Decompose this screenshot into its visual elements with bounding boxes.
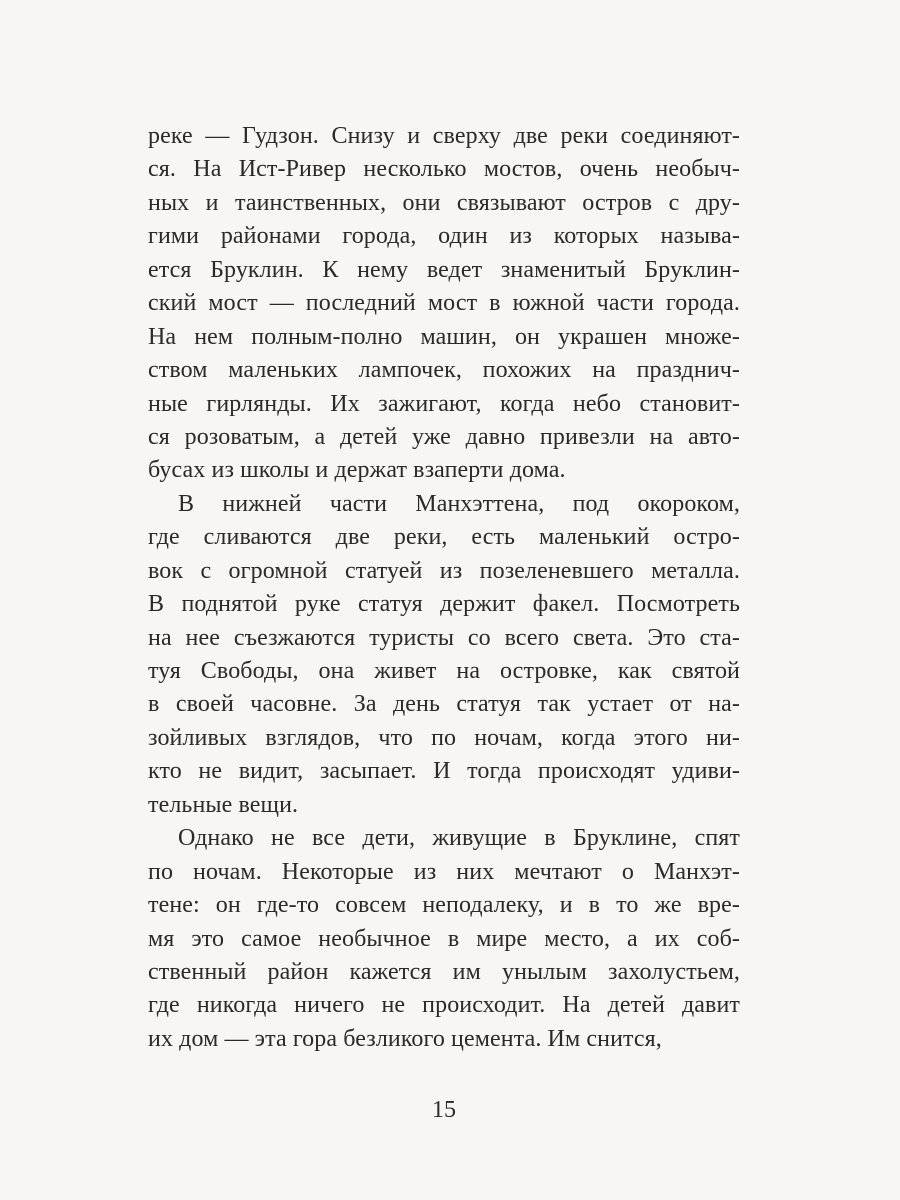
text-line: В нижней части Манхэттена, под окороком, — [178, 490, 740, 517]
paragraph-3 — [148, 822, 740, 1056]
text-line: ные гирлянды. Их зажигают, когда небо становит- — [148, 390, 740, 417]
text-line: по ночам. Некоторые из них мечтают о Манхэт- — [148, 858, 740, 885]
text-line: ных и таинственных, они связывают остров с дру- — [148, 189, 740, 216]
text-line: на нее съезжаются туристы со всего света. Это ста- — [148, 624, 740, 651]
text-line: их дом — эта гора безликого цемента. Им снится, — [148, 1025, 662, 1052]
paragraph-2 — [148, 488, 740, 822]
text-line: туя Свободы, она живет на островке, как святой — [148, 658, 740, 684]
text-line: кто не видит, засыпает. И тогда происходят удиви- — [148, 758, 740, 785]
text-line: реке — Гудзон. Снизу и сверху две реки соединяют- — [148, 123, 740, 149]
text-line: На нем полным-полно машин, он украшен множе- — [148, 323, 740, 350]
text-line: в своей часовне. За день статуя так устает от на- — [148, 691, 740, 718]
text-line: где сливаются две реки, есть маленький остро- — [148, 524, 740, 551]
text-line: ся розоватым, а детей уже давно привезли на авто- — [148, 423, 740, 450]
text-line: зойливых взглядов, что по ночам, когда этого ни- — [148, 724, 740, 751]
text-line: гими районами города, один из которых называ- — [148, 223, 740, 250]
text-line: ский мост — последний мост в южной части города. — [148, 290, 740, 317]
text-line: тельные вещи. — [148, 791, 299, 818]
text-line: где никогда ничего не происходит. На детей давит — [148, 992, 740, 1019]
text-line: Однако не все дети, живущие в Бруклине, спят — [178, 825, 740, 852]
text-line: В поднятой руке статуя держит факел. Посмотреть — [148, 591, 740, 618]
text-line: ственный район кажется им унылым захолустьем, — [148, 958, 740, 985]
text-line: бусах из школы и держат взаперти дома. — [148, 457, 566, 484]
text-block — [148, 120, 740, 1056]
text-line: ся. На Ист-Ривер несколько мостов, очень необыч- — [148, 156, 740, 183]
text-line: тене: он где-то совсем неподалеку, и в то же вре- — [148, 892, 740, 919]
text-line: вок с огромной статуей из позеленевшего металла. — [148, 557, 740, 584]
page-number: 15 — [432, 1097, 456, 1123]
text-line: ством маленьких лампочек, похожих на празднич- — [148, 357, 740, 384]
text-line: мя это самое необычное в мире место, а их соб- — [148, 925, 740, 952]
paragraph-1 — [148, 120, 740, 488]
text-line: ется Бруклин. К нему ведет знаменитый Бруклин- — [148, 256, 740, 283]
